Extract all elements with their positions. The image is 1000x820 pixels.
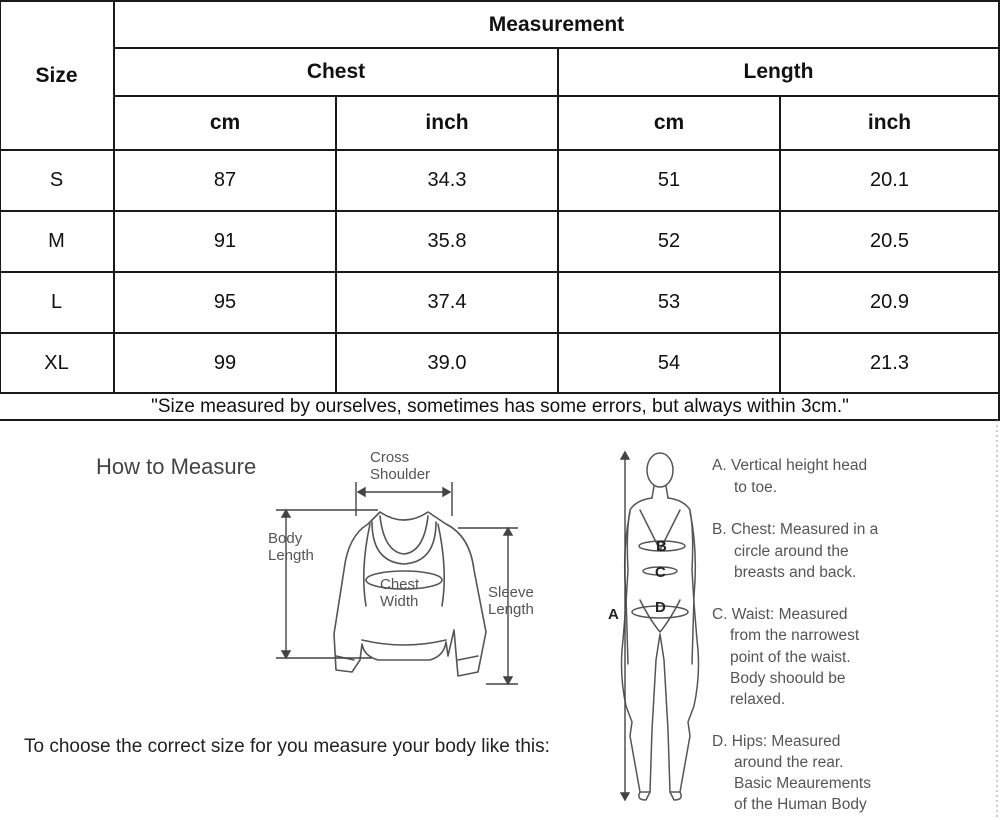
row-xl-length-inch: 21.3	[870, 351, 909, 374]
guide-title: How to Measure	[96, 454, 257, 479]
note-c-line-4: Body shoould be	[730, 670, 846, 687]
row-xl-chest-inch: 39.0	[427, 351, 467, 374]
chest-width-label-2: Width	[380, 593, 419, 610]
body-length-label-1: Body	[268, 530, 303, 547]
header-size: Size	[35, 63, 78, 87]
row-xl-size: XL	[44, 351, 69, 374]
header-measurement: Measurement	[488, 12, 625, 36]
note-b-line-3: breasts and back.	[734, 564, 857, 581]
height-arrow	[621, 452, 629, 800]
measurement-note: "Size measured by ourselves, sometimes has some errors, but always within 3cm."	[151, 395, 849, 417]
note-b-line-1: B. Chest: Measured in a	[712, 521, 879, 538]
note-d-line-1: D. Hips: Measured	[712, 733, 841, 750]
note-d-line-2: around the rear.	[734, 754, 844, 771]
row-m-chest-inch: 35.8	[427, 230, 467, 252]
row-s-length-inch: 20.1	[870, 169, 909, 191]
chest-width-label-1: Chest	[380, 576, 420, 593]
row-m-chest-cm: 91	[213, 230, 237, 252]
row-xl-chest-cm: 99	[213, 351, 237, 374]
row-l-length-inch: 20.9	[870, 291, 909, 313]
row-m-size: M	[48, 230, 65, 252]
header-chest-cm: cm	[209, 111, 241, 134]
row-s-size: S	[49, 169, 64, 191]
header-chest-inch: inch	[425, 111, 469, 134]
note-b-line-2: circle around the	[734, 543, 849, 560]
letter-a: A	[608, 606, 619, 623]
sleeve-length-label-1: Sleeve	[488, 584, 534, 601]
header-length-cm: cm	[653, 111, 685, 134]
human-body-icon	[622, 453, 699, 800]
header-length-inch: inch	[867, 111, 912, 134]
note-a-line-2: to toe.	[734, 479, 778, 496]
how-to-measure-guide	[0, 420, 1000, 820]
row-s-chest-inch: 34.3	[427, 169, 467, 191]
note-c-line-5: relaxed.	[730, 691, 786, 708]
row-l-chest-cm: 95	[213, 291, 237, 313]
measure-instruction: To choose the correct size for you measure your body like this:	[24, 736, 550, 757]
note-d-line-3: Basic Meaurements	[734, 775, 871, 792]
body-length-label-2: Length	[268, 547, 314, 564]
row-s-length-cm: 51	[657, 169, 681, 191]
sleeve-length-label-2: Length	[488, 601, 534, 618]
letter-c: C	[655, 564, 666, 581]
cross-shoulder-label-2: Shoulder	[370, 466, 431, 483]
row-m-length-cm: 52	[657, 230, 681, 252]
row-s-chest-cm: 87	[213, 169, 237, 191]
row-l-chest-inch: 37.4	[427, 291, 467, 313]
note-d-line-4: of the Human Body	[734, 796, 867, 813]
note-c-line-1: C. Waist: Measured	[712, 606, 848, 623]
row-l-size: L	[50, 291, 63, 313]
header-chest: Chest	[306, 60, 366, 83]
header-length: Length	[743, 60, 814, 83]
measure-illustration	[0, 420, 1000, 820]
row-m-length-inch: 20.5	[870, 230, 909, 252]
cross-shoulder-label-1: Cross	[370, 449, 410, 466]
letter-b: B	[656, 538, 667, 555]
note-c-line-3: point of the waist.	[730, 649, 851, 666]
row-xl-length-cm: 54	[657, 351, 681, 374]
letter-d: D	[655, 599, 666, 616]
note-a-line-1: A. Vertical height head	[712, 457, 868, 474]
note-c-line-2: from the narrowest	[730, 627, 860, 644]
row-l-length-cm: 53	[657, 291, 681, 313]
